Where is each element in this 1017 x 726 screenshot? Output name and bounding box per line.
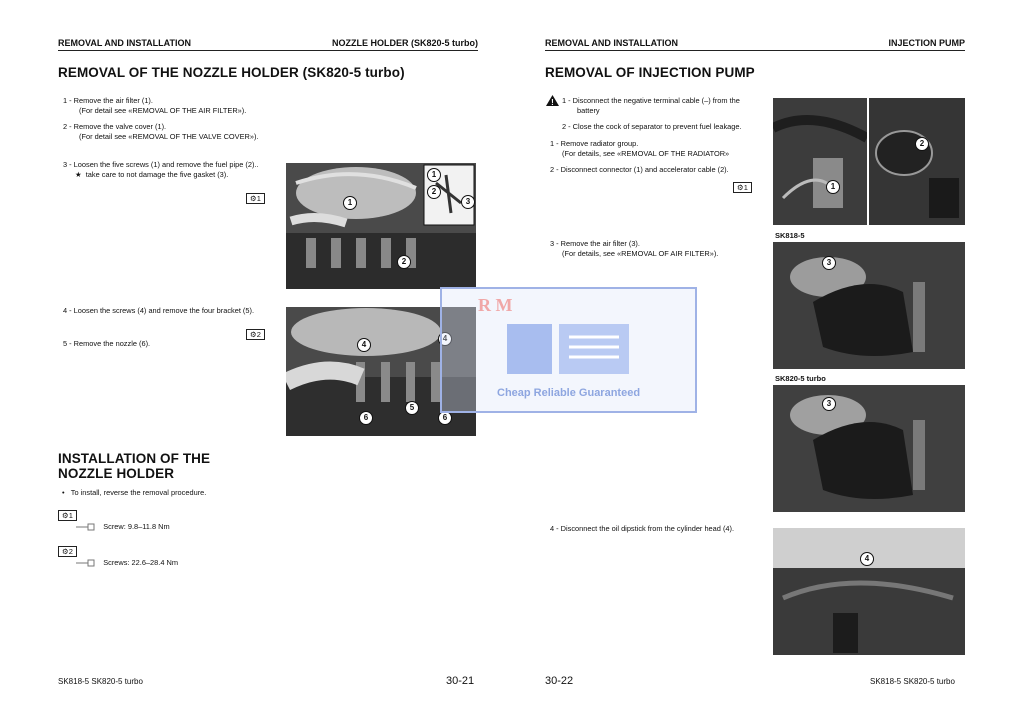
torque-spec-1: Screw: 9.8–11.8 Nm [75, 522, 170, 532]
air-filter-photo-sk820 [773, 385, 965, 512]
dipstick-photo [773, 528, 965, 655]
engine-photo-graphic [869, 98, 965, 225]
right-footer-models: SK818-5 SK820-5 turbo [870, 677, 955, 686]
right-step-1: 1 - Remove radiator group. (For details, see «REMOVAL OF THE RADIATOR» [550, 139, 730, 158]
svg-text:!: ! [551, 98, 554, 107]
callout-3: 3 [822, 397, 836, 411]
right-step-3: 3 - Remove the air filter (3). (For details, see «REMOVAL OF AIR FILTER»). [550, 239, 719, 258]
star-icon: ★ [75, 170, 82, 179]
connector-photo [773, 98, 867, 225]
air-filter-photo-sk818 [773, 242, 965, 369]
torque-ref-badge-2: ⚙2 [246, 324, 265, 342]
engine-photo-graphic [773, 385, 965, 512]
inset-callout-3: 3 [461, 195, 475, 209]
wrench-icon [75, 559, 95, 567]
left-header-topic: NOZZLE HOLDER (SK820-5 turbo) [331, 38, 478, 48]
fuel-pipe-photo [286, 163, 476, 289]
engine-photo-graphic [773, 528, 965, 655]
torque-spec-badge-1: ⚙1 [58, 505, 77, 523]
callout-2: 2 [397, 255, 411, 269]
callout-4: 4 [860, 552, 874, 566]
model-label-2: SK820-5 turbo [775, 374, 826, 383]
torque-spec-2: Screws: 22.6–28.4 Nm [75, 558, 178, 568]
engine-photo-graphic [773, 98, 867, 225]
left-step-3: 3 - Loosen the five screws (1) and remove the fuel pipe (2).. ★ take care to not damage the five gasket (3). [63, 160, 259, 179]
callout-5: 5 [405, 401, 419, 415]
left-step-2: 2 - Remove the valve cover (1). (For detail see «REMOVAL OF THE VALVE COVER»). [63, 122, 259, 141]
left-header-section: REMOVAL AND INSTALLATION [58, 38, 191, 48]
callout-4a: 4 [357, 338, 371, 352]
torque-spec-badge-2: ⚙2 [58, 541, 77, 559]
left-page-title: REMOVAL OF THE NOZZLE HOLDER (SK820-5 turbo) [58, 65, 405, 80]
cable-photo [869, 98, 965, 225]
torque-ref-badge-right: ⚙1 [733, 177, 752, 195]
right-header-rule [545, 50, 965, 51]
right-warning-step-2: 2 - Close the cock of separator to prevent fuel leakage. [562, 122, 742, 131]
engine-photo-graphic [286, 163, 476, 289]
callout-4b: 4 [438, 332, 452, 346]
right-page-number: 30-22 [545, 675, 574, 687]
callout-1: 1 [826, 180, 840, 194]
watermark-tagline: Cheap Reliable Guaranteed [497, 387, 641, 399]
right-step-2: 2 - Disconnect connector (1) and accelerator cable (2). [550, 165, 729, 174]
wrench-icon [75, 523, 95, 531]
callout-6b: 6 [438, 411, 452, 425]
inset-callout-1: 1 [427, 168, 441, 182]
installation-note: • To install, reverse the removal procedure. [62, 488, 207, 497]
callout-1: 1 [343, 196, 357, 210]
wrench-book-icon [497, 319, 647, 379]
callout-3: 3 [822, 256, 836, 270]
left-step-4: 4 - Loosen the screws (4) and remove the four bracket (5). [63, 306, 255, 315]
installation-title: INSTALLATION OF THE NOZZLE HOLDER [58, 451, 211, 481]
watermark-logo: R M [478, 295, 513, 315]
right-page-title: REMOVAL OF INJECTION PUMP [545, 65, 755, 80]
left-header-rule [58, 50, 478, 51]
left-footer-models: SK818-5 SK820-5 turbo [58, 677, 143, 686]
warning-icon [545, 94, 560, 112]
engine-photo-graphic [773, 242, 965, 369]
torque-ref-badge-1: ⚙1 [246, 188, 265, 206]
left-step-5: 5 - Remove the nozzle (6). [63, 339, 151, 348]
watermark [440, 287, 697, 413]
callout-6a: 6 [359, 411, 373, 425]
callout-2: 2 [915, 137, 929, 151]
model-label-1: SK818-5 [775, 231, 805, 240]
right-header-section: REMOVAL AND INSTALLATION [545, 38, 678, 48]
right-header-topic: INJECTION PUMP [888, 38, 965, 48]
right-warning-step-1: 1 - Disconnect the negative terminal cable (–) from the battery [562, 96, 740, 115]
inset-callout-2: 2 [427, 185, 441, 199]
left-step-1: 1 - Remove the air filter (1). (For detail see «REMOVAL OF THE AIR FILTER»). [63, 96, 247, 115]
left-page-number: 30-21 [446, 675, 475, 687]
right-step-4: 4 - Disconnect the oil dipstick from the cylinder head (4). [550, 524, 735, 533]
